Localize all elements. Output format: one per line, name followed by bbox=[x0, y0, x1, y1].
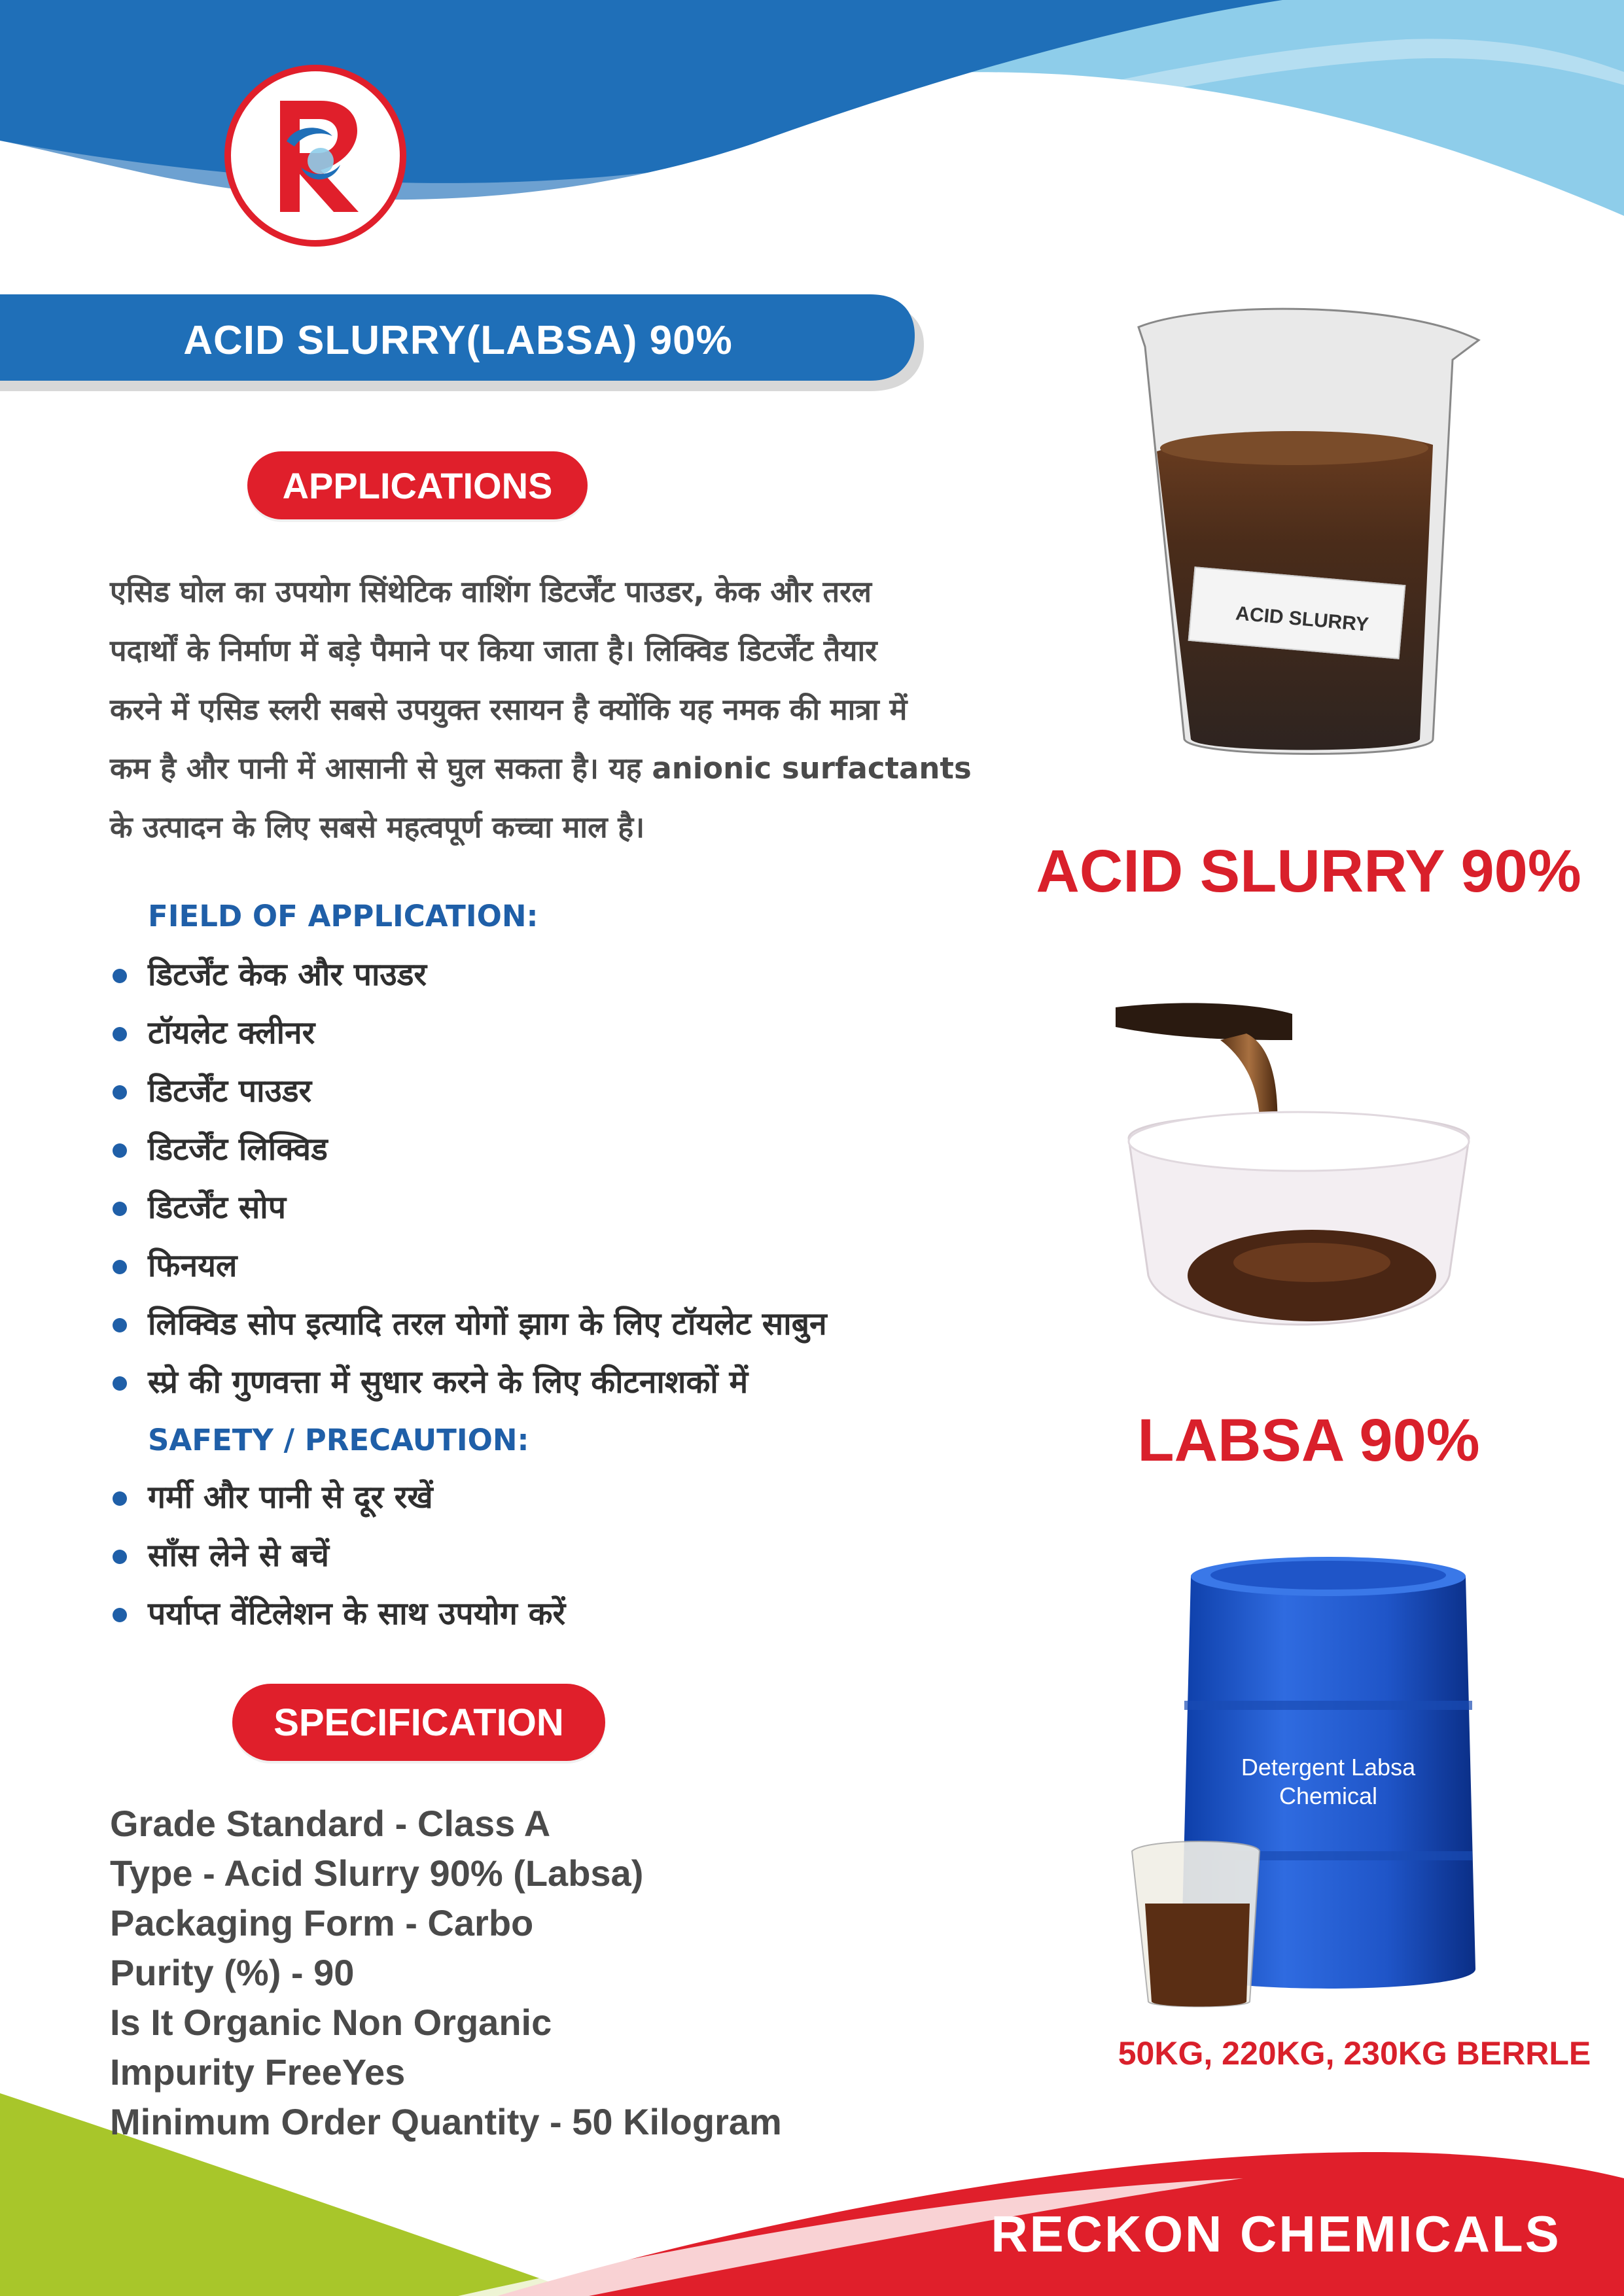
bullet-icon bbox=[113, 969, 127, 983]
paragraph-line: के उत्पादन के लिए सबसे महत्वपूर्ण कच्चा माल है। bbox=[110, 810, 645, 844]
paragraph-line: एसिड घोल का उपयोग सिंथेटिक वाशिंग डिटर्जेंट पाउडर, केक और तरल bbox=[110, 574, 872, 609]
company-name: RECKON CHEMICALS bbox=[991, 2205, 1561, 2263]
list-item: डिटर्जेंट केक और पाउडर bbox=[110, 946, 827, 1004]
drum-label-line: Chemical bbox=[1279, 1783, 1378, 1809]
field-of-application-heading: FIELD OF APPLICATION: bbox=[148, 899, 538, 933]
bullet-icon bbox=[113, 1608, 127, 1622]
bullet-icon bbox=[113, 1085, 127, 1100]
list-item: स्प्रे की गुणवत्ता में सुधार करने के लिए कीटनाशकों में bbox=[110, 1353, 827, 1412]
specification-heading: SPECIFICATION bbox=[232, 1684, 605, 1761]
spec-line: Minimum Order Quantity - 50 Kilogram bbox=[110, 2101, 782, 2142]
list-item: गर्मी और पानी से दूर रखें bbox=[110, 1469, 565, 1527]
spec-line: Purity (%) - 90 bbox=[110, 1952, 355, 1993]
paragraph-line: कम है और पानी में आसानी से घुल सकता है। यह anionic surfactants bbox=[110, 751, 972, 786]
field-of-application-list bbox=[110, 946, 827, 1412]
beaker-label-text: ACID SLURRY bbox=[1235, 602, 1370, 636]
labsa-label: LABSA 90% bbox=[1137, 1407, 1480, 1474]
safety-heading: SAFETY / PRECAUTION: bbox=[148, 1423, 529, 1457]
drum-label bbox=[1210, 1753, 1446, 1811]
paragraph-line: करने में एसिड स्लरी सबसे उपयुक्त रसायन है क्योंकि यह नमक की मात्रा में bbox=[110, 692, 908, 727]
list-item: डिटर्जेंट सोप bbox=[110, 1179, 827, 1237]
bullet-icon bbox=[113, 1550, 127, 1564]
bullet-icon bbox=[113, 1376, 127, 1391]
list-item: पर्याप्त वेंटिलेशन के साथ उपयोग करें bbox=[110, 1585, 565, 1643]
packaging-sizes: 50KG, 220KG, 230KG BERRLE bbox=[1118, 2035, 1591, 2072]
applications-paragraph bbox=[110, 563, 1078, 857]
spec-line: Type - Acid Slurry 90% (Labsa) bbox=[110, 1852, 644, 1894]
bullet-icon bbox=[113, 1143, 127, 1158]
list-item: फिनयल bbox=[110, 1237, 827, 1295]
drum-label-line: Detergent Labsa bbox=[1241, 1754, 1416, 1781]
paragraph-line: पदार्थों के निर्माण में बड़े पैमाने पर किया जाता है। लिक्विड डिटर्जेंट तैयार bbox=[110, 633, 877, 668]
spec-line: Impurity FreeYes bbox=[110, 2051, 406, 2093]
bullet-icon bbox=[113, 1491, 127, 1506]
list-item: डिटर्जेंट लिक्विड bbox=[110, 1121, 827, 1179]
acid-slurry-label: ACID SLURRY 90% bbox=[1036, 838, 1581, 905]
spec-line: Is It Organic Non Organic bbox=[110, 2002, 552, 2043]
bullet-icon bbox=[113, 1202, 127, 1216]
company-logo bbox=[222, 63, 408, 249]
specification-list bbox=[110, 1799, 782, 2147]
bullet-icon bbox=[113, 1027, 127, 1041]
labsa-pour-bowl-image bbox=[1116, 1001, 1489, 1367]
bullet-icon bbox=[113, 1318, 127, 1332]
spec-line: Grade Standard - Class A bbox=[110, 1803, 551, 1844]
page-title: ACID SLURRY(LABSA) 90% bbox=[183, 317, 733, 363]
applications-heading: APPLICATIONS bbox=[247, 451, 588, 519]
spec-line: Packaging Form - Carbo bbox=[110, 1902, 534, 1943]
list-item: टॉयलेट क्लीनर bbox=[110, 1004, 827, 1062]
acid-slurry-beaker-image bbox=[1125, 288, 1498, 772]
list-item: साँस लेने से बचें bbox=[110, 1527, 565, 1585]
safety-list bbox=[110, 1469, 565, 1643]
list-item: लिक्विड सोप इत्यादि तरल योगों झाग के लिए टॉयलेट साबुन bbox=[110, 1295, 827, 1353]
bullet-icon bbox=[113, 1260, 127, 1274]
list-item: डिटर्जेंट पाउडर bbox=[110, 1062, 827, 1121]
